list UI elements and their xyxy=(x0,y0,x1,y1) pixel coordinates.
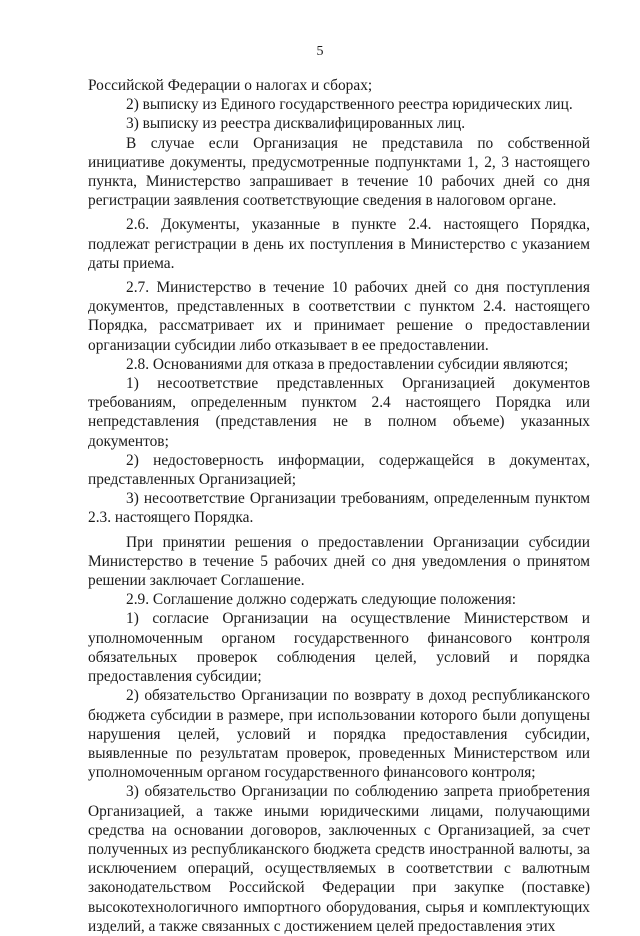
paragraph: В случае если Организация не представила по собственной инициативе документы, предусмотренные подпунктами 1, 2, 3 настоящего пункта, Министерство запрашивает в течение 10 рабочих дней со дня регистрации заявления соответствующие сведения в налоговом органе. xyxy=(88,134,590,210)
page-number: 5 xyxy=(316,44,324,59)
paragraph: 3) выписку из реестра дисквалифицированных лиц. xyxy=(126,115,466,133)
paragraph: 2) обязательство Организации по возврату в доход республиканского бюджета субсидии в размере, при использовании которого были допущены нарушения целей, условий и порядка предоставления субсидии, выявленные по результатам проверок, проведенных Министерством или уполномоченным органом государственного финансового контроля; xyxy=(88,687,590,782)
paragraph: 2) выписку из Единого государственного реестра юридических лиц. xyxy=(126,96,573,114)
paragraph: При принятии решения о предоставлении Организации субсидии Министерство в течение 5 рабочих дней со дня уведомления о принятом решении заключает Соглашение. xyxy=(88,533,590,590)
paragraph: 3) обязательство Организации по соблюдению запрета приобретения Организацией, а также иными юридическими лицами, получающими средства на основании договоров, заключенных с Организацией, за счет полученных из республиканского бюджета средств иностранной валюты, за исключением операций, осуществляемых в соответствии с валютным законодательством Российской Федерации при закупке (поставке) высокотехнологичного импортного оборудования, сырья и комплектующих изделий, а также связанных с достижением целей предоставления этих xyxy=(88,783,590,935)
paragraph: 2.6. Документы, указанные в пункте 2.4. настоящего Порядка, подлежат регистрации в день их поступления в Министерство с указанием даты приема. xyxy=(88,216,590,272)
paragraph: 1) несоответствие представленных Организацией документов требованиям, определенным пунктом 2.4 настоящего Порядка или непредставления (представления не в полном объеме) указанных документов; xyxy=(88,375,590,450)
paragraph: 2.9. Соглашение должно содержать следующие положения: xyxy=(126,591,517,609)
paragraph: 2) недостоверность информации, содержащейся в документах, представленных Организацией; xyxy=(88,451,590,489)
paragraph: 2.7. Министерство в течение 10 рабочих дней со дня поступления документов, представленных в соответствии с пунктом 2.4. настоящего Порядка, рассматривает их и принимает решение о предоставлении организации субсидии либо отказывает в ее предоставлении. xyxy=(88,279,590,354)
paragraph: 3) несоответствие Организации требованиям, определенным пунктом 2.3. настоящего Порядка. xyxy=(88,490,590,527)
paragraph: 1) согласие Организации на осуществление Министерством и уполномоченным органом государственного финансового контроля обязательных проверок соблюдения целей, условий и порядка предоставления субсидии; xyxy=(88,610,590,686)
document-body xyxy=(88,76,590,936)
paragraph: 2.8. Основаниями для отказа в предоставлении субсидии являются; xyxy=(126,355,569,373)
paragraph: Российской Федерации о налогах и сборах; xyxy=(88,77,373,94)
